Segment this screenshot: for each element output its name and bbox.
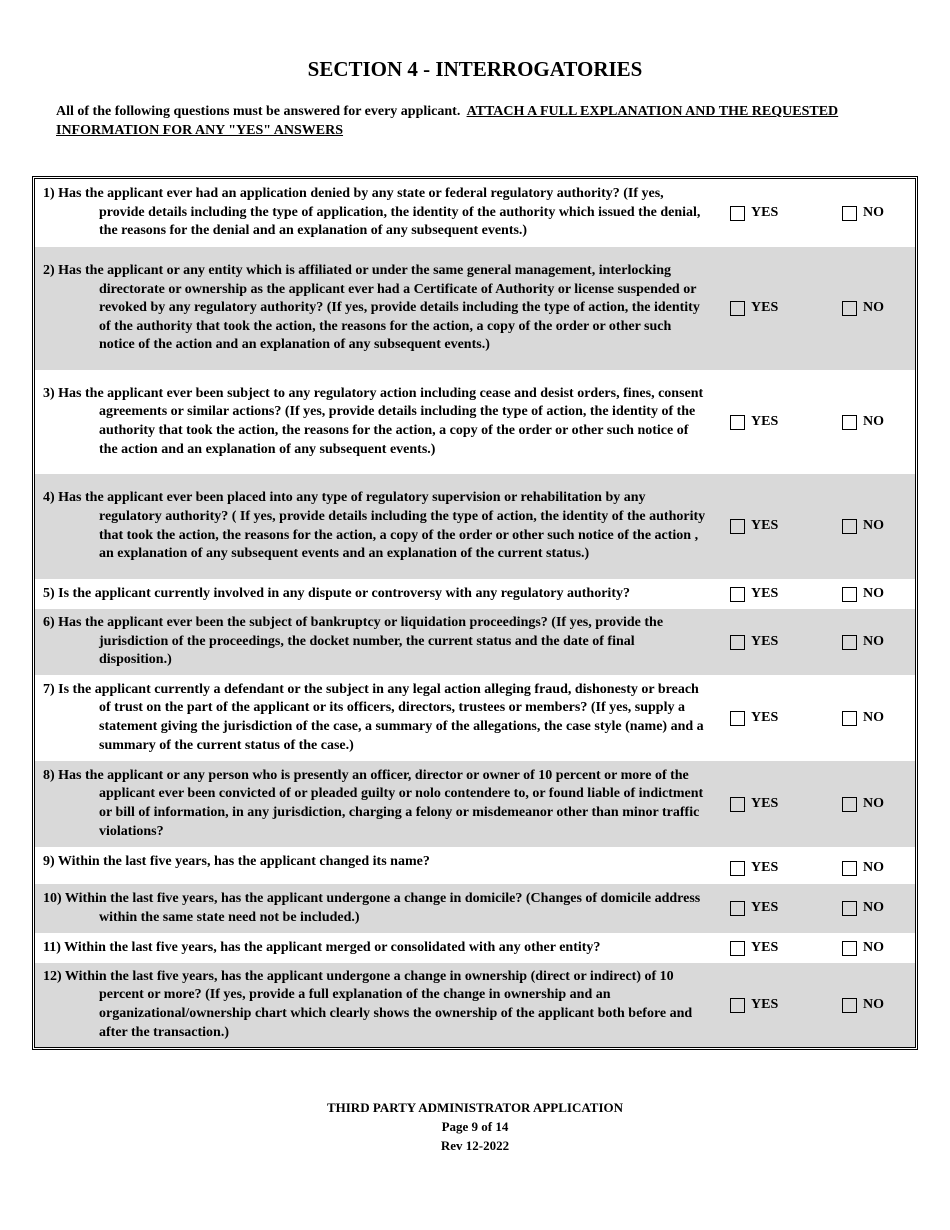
question-8-no-option[interactable]: NO xyxy=(842,795,884,814)
question-11-yes-option[interactable]: YES xyxy=(730,939,778,958)
question-row-3 xyxy=(35,370,915,474)
checkbox-icon[interactable] xyxy=(842,587,857,602)
question-2-no-option[interactable]: NO xyxy=(842,299,884,318)
checkbox-icon[interactable] xyxy=(842,635,857,650)
checkbox-icon[interactable] xyxy=(730,797,745,812)
question-2-text: 2) Has the applicant or any entity which is affiliated or under the same general management, interlocking directorate or ownership as the applicant ever had a Certificate of Authority or license suspended or revoked by any regulatory authority? (If yes, provide details including the type of action, the identity of the authority that took the action, the reasons for the action, a copy of the order or other such notice of the action and an explanation of any subsequent events.) xyxy=(43,263,700,353)
question-2-yes-option[interactable]: YES xyxy=(730,299,778,318)
question-row-8 xyxy=(35,761,915,847)
question-5-text: 5) Is the applicant currently involved in any dispute or controversy with any regulatory authority? xyxy=(43,585,630,601)
checkbox-icon[interactable] xyxy=(842,901,857,916)
footer-form-title: THIRD PARTY ADMINISTRATOR APPLICATION xyxy=(326,1100,624,1115)
question-9-text: 9) Within the last five years, has the applicant changed its name? xyxy=(43,854,430,869)
checkbox-icon[interactable] xyxy=(730,519,745,534)
checkbox-icon[interactable] xyxy=(730,635,745,650)
question-3-no-option[interactable]: NO xyxy=(842,413,884,432)
footer-page-number: Page 9 of 14 xyxy=(441,1119,509,1134)
footer-revision: Rev 12-2022 xyxy=(440,1138,510,1153)
checkbox-icon[interactable] xyxy=(842,941,857,956)
attach-instruction: ATTACH A FULL EXPLANATION AND THE REQUESTED INFORMATION FOR ANY "YES" ANSWERS xyxy=(56,104,839,138)
checkbox-icon[interactable] xyxy=(730,901,745,916)
question-11-text: 11) Within the last five years, has the applicant merged or consolidated with any other entity? xyxy=(43,939,601,955)
question-row-10 xyxy=(35,884,915,933)
page-title: SECTION 4 - INTERROGATORIES xyxy=(307,57,643,81)
question-12-text: 12) Within the last five years, has the applicant undergone a change in ownership (direct or indirect) of 10 percent or more? (If yes, provide a full explanation of the change in ownership and an organizational/ownership chart which clearly shows the ownership of the applicant both before and after the transaction.) xyxy=(43,968,693,1040)
checkbox-icon[interactable] xyxy=(730,861,745,876)
checkbox-icon[interactable] xyxy=(730,998,745,1013)
question-row-6 xyxy=(35,609,915,675)
question-12-yes-option[interactable]: YES xyxy=(730,996,778,1015)
question-6-yes-option[interactable]: YES xyxy=(730,633,778,652)
question-4-yes-option[interactable]: YES xyxy=(730,517,778,536)
checkbox-icon[interactable] xyxy=(730,941,745,956)
checkbox-icon[interactable] xyxy=(730,415,745,430)
question-10-yes-option[interactable]: YES xyxy=(730,899,778,918)
checkbox-icon[interactable] xyxy=(842,519,857,534)
question-5-yes-option[interactable]: YES xyxy=(730,585,778,604)
question-1-no-option[interactable]: NO xyxy=(842,204,884,223)
checkbox-icon[interactable] xyxy=(842,206,857,221)
checkbox-icon[interactable] xyxy=(730,206,745,221)
checkbox-icon[interactable] xyxy=(842,415,857,430)
checkbox-icon[interactable] xyxy=(730,301,745,316)
question-6-no-option[interactable]: NO xyxy=(842,633,884,652)
question-row-12 xyxy=(35,963,915,1047)
question-row-1 xyxy=(35,179,915,247)
question-7-no-option[interactable]: NO xyxy=(842,709,884,728)
question-4-no-option[interactable]: NO xyxy=(842,517,884,536)
question-9-yes-option[interactable]: YES xyxy=(730,859,778,878)
question-6-text: 6) Has the applicant ever been the subject of bankruptcy or liquidation proceedings? (If yes, provide the jurisdiction of the proceedings, the docket number, the current status and the date of final disposition.) xyxy=(43,615,664,668)
question-12-no-option[interactable]: NO xyxy=(842,996,884,1015)
question-7-yes-option[interactable]: YES xyxy=(730,709,778,728)
question-4-text: 4) Has the applicant ever been placed into any type of regulatory supervision or rehabilitation by any regulatory authority? ( If yes, provide details including the type of action, the identity of the authority that took the action, the reasons for the action, a copy of the order or other such notice of the action , an explanation of any subsequent events and an explanation of the current status.) xyxy=(43,490,706,562)
question-8-yes-option[interactable]: YES xyxy=(730,795,778,814)
question-9-no-option[interactable]: NO xyxy=(842,859,884,878)
question-row-9 xyxy=(35,847,915,884)
checkbox-icon[interactable] xyxy=(842,861,857,876)
question-8-text: 8) Has the applicant or any person who is presently an officer, director or owner of 10 percent or more of the applicant ever been convicted of or pleaded guilty or nolo contendere to, or found liable of indictment or bill of information, in any jurisdiction, charging a felony or misdemeanor other than minor traffic violations? xyxy=(43,767,704,839)
checkbox-icon[interactable] xyxy=(842,711,857,726)
question-row-11 xyxy=(35,933,915,963)
question-3-yes-option[interactable]: YES xyxy=(730,413,778,432)
question-row-7 xyxy=(35,675,915,761)
checkbox-icon[interactable] xyxy=(730,587,745,602)
question-11-no-option[interactable]: NO xyxy=(842,939,884,958)
checkbox-icon[interactable] xyxy=(730,711,745,726)
checkbox-icon[interactable] xyxy=(842,797,857,812)
question-10-text: 10) Within the last five years, has the applicant undergone a change in domicile? (Changes of domicile address within the same state need not be included.) xyxy=(43,890,701,925)
intro-instructions xyxy=(56,102,846,140)
question-1-yes-option[interactable]: YES xyxy=(730,204,778,223)
question-1-text: 1) Has the applicant ever had an application denied by any state or federal regulatory authority? (If yes, provide details including the type of application, the identity of the authority which issued the denial, the reasons for the denial and an explanation of any subsequent events.) xyxy=(43,186,701,239)
interrogatories-table xyxy=(32,176,918,1050)
intro-text: All of the following questions must be answered for every applicant. xyxy=(56,104,461,119)
question-row-2 xyxy=(35,247,915,370)
question-10-no-option[interactable]: NO xyxy=(842,899,884,918)
question-3-text: 3) Has the applicant ever been subject to any regulatory action including cease and desist orders, fines, consent agreements or similar actions? (If yes, provide details including the type of action, the identity of the authority that took the action, the reasons for the action, a copy of the order or other such notice of the action and an explanation of any subsequent events.) xyxy=(43,385,704,457)
question-5-no-option[interactable]: NO xyxy=(842,585,884,604)
question-7-text: 7) Is the applicant currently a defendant or the subject in any legal action alleging fraud, dishonesty or breach of trust on the part of the applicant or its officers, directors, trustees or members? (If yes, supply a statement giving the jurisdiction of the case, a summary of the allegations, the case style (name) and a summary of the current status of the case.) xyxy=(43,681,704,753)
checkbox-icon[interactable] xyxy=(842,301,857,316)
page-footer xyxy=(0,1098,950,1155)
question-row-4 xyxy=(35,474,915,579)
question-row-5 xyxy=(35,579,915,609)
checkbox-icon[interactable] xyxy=(842,998,857,1013)
